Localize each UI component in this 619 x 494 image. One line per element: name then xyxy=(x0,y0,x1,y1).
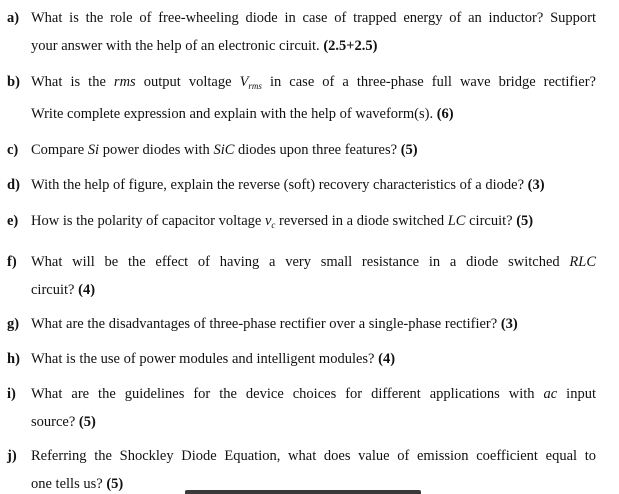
marks: (6) xyxy=(436,106,454,122)
marks: (3) xyxy=(500,316,518,332)
question-label: g) xyxy=(7,316,20,332)
marks: (5) xyxy=(106,476,124,492)
question-label: f) xyxy=(7,254,17,270)
question-label: e) xyxy=(7,213,19,229)
question-label: b) xyxy=(7,74,20,90)
bottom-scroll-bar[interactable] xyxy=(185,490,421,494)
question-label: j) xyxy=(7,448,17,464)
question-text-line-2: source? (5) xyxy=(31,414,96,430)
question-text-line-1: What are the guidelines for the device choices for different applications with ac input xyxy=(31,386,596,402)
question-label: c) xyxy=(7,142,19,158)
marks: (5) xyxy=(516,213,534,229)
question-text-line-1: How is the polarity of capacitor voltage $v_c$ reversed in a diode switched LC circuit? (5) xyxy=(31,213,534,230)
question-text-line-1: With the help of figure, explain the reverse (soft) recovery characteristics of a diode? (3) xyxy=(31,177,545,193)
question-text-line-1: Referring the Shockley Diode Equation, what does value of emission coefficient equal to xyxy=(31,448,596,464)
marks: (5) xyxy=(400,142,418,158)
question-text-line-2: Write complete expression and explain with the help of waveform(s). (6) xyxy=(31,106,454,122)
marks: (4) xyxy=(378,351,396,367)
question-text-line-2: one tells us? (5) xyxy=(31,476,124,492)
capacitor-voltage-symbol: $v_c$ xyxy=(264,213,276,230)
question-label: i) xyxy=(7,386,16,402)
question-text-line-1: Compare Si power diodes with SiC diodes upon three features? (5) xyxy=(31,142,418,158)
marks: (5) xyxy=(78,414,96,430)
question-text-line-1: What is the use of power modules and intelligent modules? (4) xyxy=(31,351,396,367)
question-text-line-2: your answer with the help of an electronic circuit. (2.5+2.5) xyxy=(31,38,378,54)
question-text-line-1: What is the rms output voltage $V_{rms}$ in case of a three-phase full wave bridge rectifier? xyxy=(31,74,596,91)
question-text-line-2: circuit? (4) xyxy=(31,282,96,298)
question-label: d) xyxy=(7,177,20,193)
question-text-line-1: What are the disadvantages of three-phase rectifier over a single-phase rectifier? (3) xyxy=(31,316,518,332)
question-text-line-1: What is the role of free-wheeling diode in case of trapped energy of an inductor? Support xyxy=(31,10,596,26)
question-text-line-1: What will be the effect of having a very small resistance in a diode switched RLC xyxy=(31,254,596,270)
rms-voltage-symbol: $V_{rms}$ xyxy=(239,74,262,91)
question-label: a) xyxy=(7,10,20,26)
question-label: h) xyxy=(7,351,20,367)
marks: (3) xyxy=(527,177,545,193)
marks: (4) xyxy=(78,282,96,298)
marks: (2.5+2.5) xyxy=(323,38,378,54)
